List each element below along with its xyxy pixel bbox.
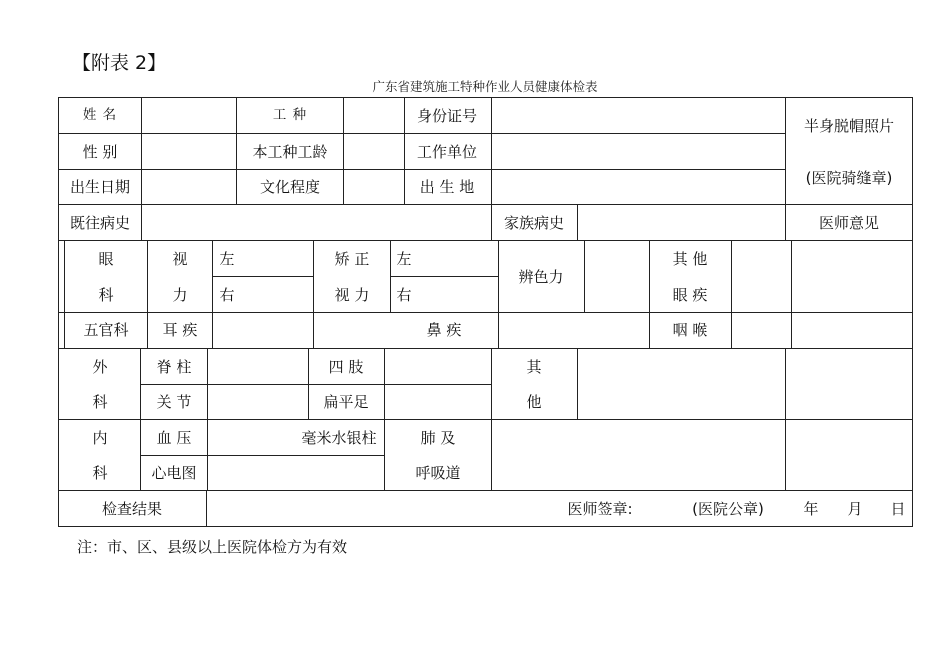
lung-label-top: 肺 及 xyxy=(420,429,456,447)
corrected-vision-label-top: 矫 正 xyxy=(334,250,370,268)
validity-note: 注：市、区、县级以上医院体检方为有效 xyxy=(77,538,348,556)
nose-label: 鼻 疾 xyxy=(426,321,462,339)
medical-history-label: 既往病史 xyxy=(69,214,131,232)
throat-label: 咽 喉 xyxy=(672,321,708,339)
vision-left-label: 左 xyxy=(219,250,235,268)
id-number-label: 身份证号 xyxy=(416,107,478,125)
surgery-section-label-top: 外 xyxy=(92,358,108,376)
work-unit-label: 工作单位 xyxy=(416,143,478,161)
ear-label: 耳 疾 xyxy=(162,321,198,339)
form-title: 广东省建筑施工特种作业人员健康体检表 xyxy=(372,79,598,94)
surgery-section-label-bottom: 科 xyxy=(92,393,108,411)
blood-pressure-unit: 毫米水银柱 xyxy=(301,429,377,447)
hospital-seal-label: (医院公章) xyxy=(692,500,764,518)
doctor-opinion-label: 医师意见 xyxy=(818,214,880,232)
corrected-right-label: 右 xyxy=(396,286,412,304)
limbs-label: 四 肢 xyxy=(328,358,364,376)
spine-label: 脊 柱 xyxy=(156,358,192,376)
attachment-heading: 【附表 2】 xyxy=(72,52,167,74)
family-history-label: 家族病史 xyxy=(503,214,565,232)
ent-section-label: 五官科 xyxy=(83,321,129,339)
birth-date-label: 出生日期 xyxy=(69,178,131,196)
month-label: 月 xyxy=(847,500,863,518)
vision-label-bottom: 力 xyxy=(172,286,188,304)
gender-label: 性 别 xyxy=(82,143,118,161)
eye-section-label-bottom: 科 xyxy=(98,286,114,304)
photo-stamp-label: (医院骑缝章) xyxy=(805,169,893,187)
internal-section-label-bottom: 科 xyxy=(92,464,108,482)
surgery-other-label-bottom: 他 xyxy=(526,393,542,411)
other-eye-label-bottom: 眼 疾 xyxy=(672,286,708,304)
blood-pressure-label: 血 压 xyxy=(156,429,192,447)
name-label: 姓 名 xyxy=(82,107,118,123)
eye-section-label-top: 眼 xyxy=(98,250,114,268)
job-type-label: 工 种 xyxy=(272,107,308,123)
internal-section-label-top: 内 xyxy=(92,429,108,447)
flat-feet-label: 扁平足 xyxy=(323,393,369,411)
birthplace-label: 出 生 地 xyxy=(419,178,475,196)
education-label: 文化程度 xyxy=(259,178,321,196)
corrected-left-label: 左 xyxy=(396,250,412,268)
result-label: 检查结果 xyxy=(101,500,163,518)
vision-label-top: 视 xyxy=(172,250,188,268)
photo-label: 半身脱帽照片 xyxy=(803,117,895,135)
color-vision-label: 辨色力 xyxy=(518,268,564,286)
corrected-vision-label-bottom: 视 力 xyxy=(334,286,370,304)
day-label: 日 xyxy=(890,500,906,518)
year-label: 年 xyxy=(803,500,819,518)
other-eye-label-top: 其 他 xyxy=(672,250,708,268)
surgery-other-label-top: 其 xyxy=(526,358,542,376)
lung-label-bottom: 呼吸道 xyxy=(415,464,461,482)
vision-right-label: 右 xyxy=(219,286,235,304)
joints-label: 关 节 xyxy=(156,393,192,411)
doctor-signature-label: 医师签章: xyxy=(567,500,633,518)
job-years-label: 本工种工龄 xyxy=(252,143,328,161)
ecg-label: 心电图 xyxy=(151,464,197,482)
